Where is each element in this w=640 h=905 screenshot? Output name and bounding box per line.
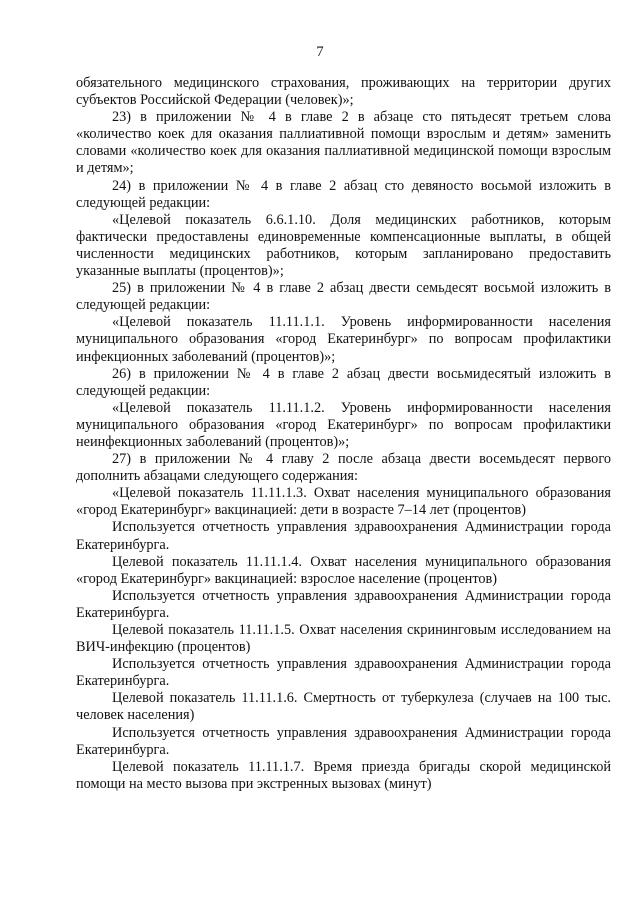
quoted-indicator-11-11-1-7: Целевой показатель 11.11.1.7. Время приезда бригады скорой медицинской помощи на место вызова при экстренных вызовах (минут) [76,758,611,792]
amendment-item-25: 25) в приложении № 4 в главе 2 абзац двести семьдесят восьмой изложить в следующей редакции: [76,280,611,314]
reporting-source-note: Используется отчетность управления здравоохранения Администрации города Екатеринбурга. [76,724,611,758]
quoted-indicator-11-11-1-4: Целевой показатель 11.11.1.4. Охват населения муниципального образования «город Екатеринбург» вакцинацией: взрослое население (процентов) [76,553,611,587]
quoted-indicator-11-11-1-3: «Целевой показатель 11.11.1.3. Охват населения муниципального образования «город Екатеринбург» вакцинацией: дети в возрасте 7–14 лет (процентов) [76,485,611,519]
reporting-source-note: Используется отчетность управления здравоохранения Администрации города Екатеринбурга. [76,519,611,553]
amendment-item-27: 27) в приложении № 4 главу 2 после абзаца двести восемьдесят первого дополнить абзацами следующего содержания: [76,451,611,485]
amendment-item-26: 26) в приложении № 4 в главе 2 абзац двести восьмидесятый изложить в следующей редакции: [76,365,611,399]
document-body [76,75,611,793]
quoted-indicator-11-11-1-2: «Целевой показатель 11.11.1.2. Уровень информированности населения муниципального образования «город Екатеринбург» по вопросам профилактики неинфекционных заболеваний (процентов)»; [76,399,611,450]
reporting-source-note: Используется отчетность управления здравоохранения Администрации города Екатеринбурга. [76,587,611,621]
page-number: 7 [316,44,324,60]
quoted-indicator-6-6-1-10: «Целевой показатель 6.6.1.10. Доля медицинских работников, которым фактически предоставлены единовременные компенсационные выплаты, в общей численности медицинских работников, которым запланировано предоставить указанные выплаты (процентов)»; [76,211,611,280]
paragraph-continuation: обязательного медицинского страхования, проживающих на территории других субъектов Российской Федерации (человек)»; [76,75,611,109]
reporting-source-note: Используется отчетность управления здравоохранения Администрации города Екатеринбурга. [76,656,611,690]
amendment-item-24: 24) в приложении № 4 в главе 2 абзац сто девяносто восьмой изложить в следующей редакции: [76,177,611,211]
quoted-indicator-11-11-1-6: Целевой показатель 11.11.1.6. Смертность от туберкулеза (случаев на 100 тыс. человек населения) [76,690,611,724]
quoted-indicator-11-11-1-1: «Целевой показатель 11.11.1.1. Уровень информированности населения муниципального образования «город Екатеринбург» по вопросам профилактики инфекционных заболеваний (процентов)»; [76,314,611,365]
quoted-indicator-11-11-1-5: Целевой показатель 11.11.1.5. Охват населения скрининговым исследованием на ВИЧ-инфекцию (процентов) [76,622,611,656]
amendment-item-23: 23) в приложении № 4 в главе 2 в абзаце сто пятьдесят третьем слова «количество коек для оказания паллиативной помощи взрослым и детям» заменить словами «количество коек для оказания паллиативной медицинской помощи взрослым и детям»; [76,109,611,177]
